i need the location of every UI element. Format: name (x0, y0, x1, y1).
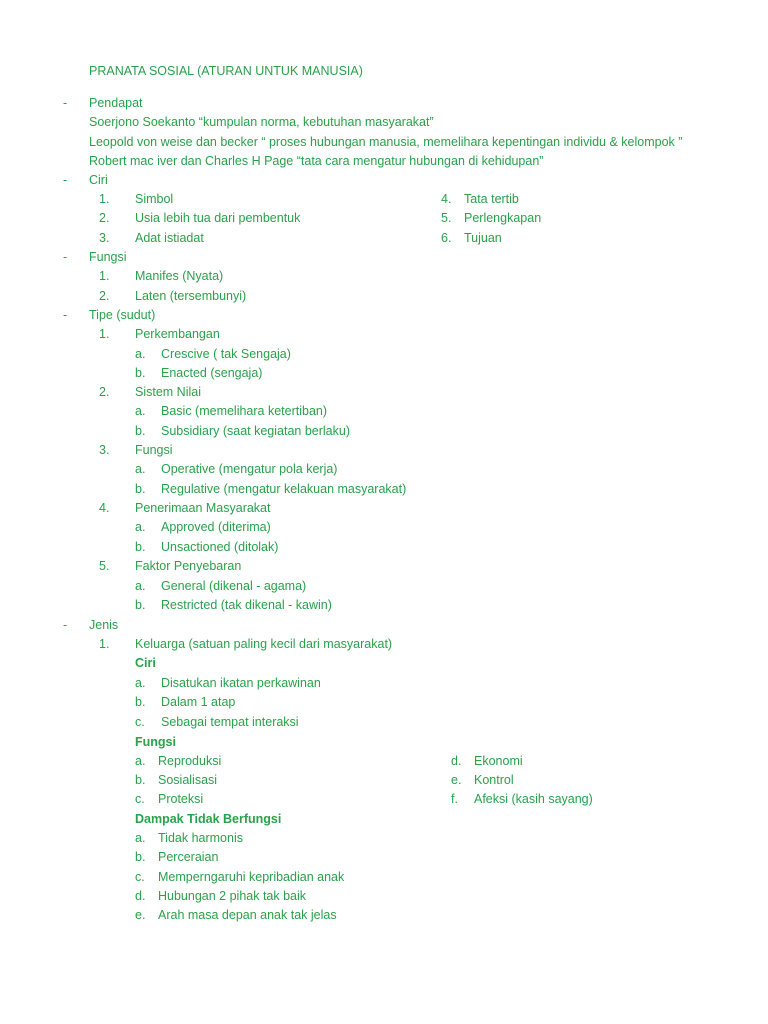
sub-item: Crescive ( tak Sengaja) (161, 347, 291, 361)
bullet-dash: - (63, 308, 68, 322)
sub-item: Kontrol (474, 773, 514, 787)
list-number: 5. (99, 559, 110, 573)
sub-item: Memperngaruhi kepribadian anak (158, 870, 345, 884)
list-item: Faktor Penyebaran (135, 559, 242, 573)
subheading-ciri: Ciri (135, 656, 156, 670)
sub-letter: a. (135, 579, 146, 593)
list-number: 1. (99, 269, 110, 283)
section-heading-ciri: Ciri (89, 173, 108, 187)
list-number: 1. (99, 192, 110, 206)
sub-letter: a. (135, 462, 146, 476)
list-number: 1. (99, 637, 110, 651)
sub-item: Proteksi (158, 792, 204, 806)
sub-letter: b. (135, 540, 146, 554)
list-item: Fungsi (135, 443, 173, 457)
list-number: 3. (99, 443, 110, 457)
sub-item: Basic (memelihara ketertiban) (161, 404, 328, 418)
bullet-dash: - (63, 250, 68, 264)
subheading-fungsi: Fungsi (135, 735, 176, 749)
sub-item: Arah masa depan anak tak jelas (158, 908, 337, 922)
sub-letter: b. (135, 850, 146, 864)
sub-letter: d. (135, 889, 146, 903)
list-number: 6. (441, 231, 452, 245)
bullet-dash: - (63, 618, 68, 632)
sub-letter: f. (451, 792, 458, 806)
sub-letter: b. (135, 773, 146, 787)
pendapat-line: Robert mac iver dan Charles H Page “tata cara mengatur hubungan di kehidupan” (89, 154, 544, 168)
sub-item: Subsidiary (saat kegiatan berlaku) (161, 424, 350, 438)
sub-letter: a. (135, 404, 146, 418)
sub-letter: a. (135, 754, 146, 768)
sub-item: Disatukan ikatan perkawinan (161, 676, 321, 690)
list-number: 5. (441, 211, 452, 225)
list-number: 1. (99, 327, 110, 341)
list-number: 2. (99, 385, 110, 399)
list-item: Simbol (135, 192, 174, 206)
sub-letter: d. (451, 754, 462, 768)
bullet-dash: - (63, 173, 68, 187)
sub-letter: a. (135, 347, 146, 361)
list-number: 4. (99, 501, 110, 515)
list-item: Manifes (Nyata) (135, 269, 224, 283)
list-number: 4. (441, 192, 452, 206)
sub-letter: c. (135, 715, 145, 729)
section-heading-pendapat: Pendapat (89, 96, 143, 110)
sub-item: Ekonomi (474, 754, 523, 768)
sub-item: Dalam 1 atap (161, 695, 236, 709)
section-heading-fungsi: Fungsi (89, 250, 127, 264)
sub-item: Reproduksi (158, 754, 222, 768)
sub-letter: e. (451, 773, 462, 787)
section-heading-jenis: Jenis (89, 618, 119, 632)
list-item: Laten (tersembunyi) (135, 289, 247, 303)
sub-item: Approved (diterima) (161, 520, 271, 534)
sub-item: Enacted (sengaja) (161, 366, 263, 380)
sub-item: Unsactioned (ditolak) (161, 540, 279, 554)
sub-item: General (dikenal - agama) (161, 579, 307, 593)
sub-letter: e. (135, 908, 146, 922)
sub-letter: c. (135, 792, 145, 806)
sub-item: Hubungan 2 pihak tak baik (158, 889, 307, 903)
sub-letter: b. (135, 695, 146, 709)
subheading-dampak: Dampak Tidak Berfungsi (135, 812, 282, 826)
list-number: 2. (99, 211, 110, 225)
sub-letter: c. (135, 870, 145, 884)
sub-item: Perceraian (158, 850, 219, 864)
list-item: Keluarga (satuan paling kecil dari masyarakat) (135, 637, 393, 651)
sub-letter: b. (135, 424, 146, 438)
sub-item: Restricted (tak dikenal - kawin) (161, 598, 332, 612)
section-heading-tipe: Tipe (sudut) (89, 308, 156, 322)
list-item: Tata tertib (464, 192, 519, 206)
list-item: Sistem Nilai (135, 385, 201, 399)
page-title: PRANATA SOSIAL (ATURAN UNTUK MANUSIA) (89, 64, 363, 78)
list-item: Penerimaan Masyarakat (135, 501, 271, 515)
list-item: Usia lebih tua dari pembentuk (135, 211, 301, 225)
sub-item: Operative (mengatur pola kerja) (161, 462, 338, 476)
sub-item: Tidak harmonis (158, 831, 243, 845)
sub-letter: a. (135, 676, 146, 690)
sub-letter: a. (135, 520, 146, 534)
list-item: Perkembangan (135, 327, 220, 341)
bullet-dash: - (63, 96, 68, 110)
sub-item: Regulative (mengatur kelakuan masyarakat) (161, 482, 407, 496)
list-number: 3. (99, 231, 110, 245)
pendapat-line: Soerjono Soekanto “kumpulan norma, kebutuhan masyarakat” (89, 115, 434, 129)
sub-letter: b. (135, 598, 146, 612)
sub-letter: b. (135, 366, 146, 380)
sub-item: Afeksi (kasih sayang) (474, 792, 593, 806)
list-number: 2. (99, 289, 110, 303)
list-item: Tujuan (464, 231, 502, 245)
sub-item: Sosialisasi (158, 773, 218, 787)
sub-letter: a. (135, 831, 146, 845)
sub-letter: b. (135, 482, 146, 496)
sub-item: Sebagai tempat interaksi (161, 715, 299, 729)
list-item: Perlengkapan (464, 211, 542, 225)
pendapat-line: Leopold von weise dan becker “ proses hubungan manusia, memelihara kepentingan individu & kelompok ” (89, 135, 683, 149)
list-item: Adat istiadat (135, 231, 204, 245)
